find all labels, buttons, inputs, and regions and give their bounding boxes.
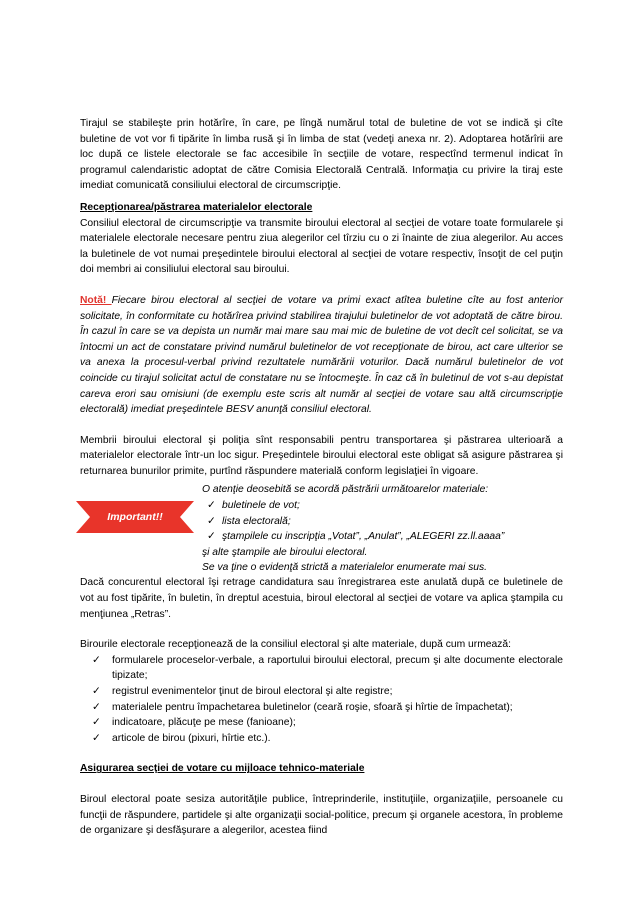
important-item-continuation: şi alte ştampile ale biroului electoral. bbox=[202, 546, 368, 558]
list-item: ✓ indicatoare, plăcuţe pe mese (fanioane); bbox=[80, 715, 563, 731]
important-item: ✓ lista electorală; bbox=[202, 514, 572, 530]
checkmark-icon: ✓ bbox=[92, 732, 101, 744]
important-badge bbox=[76, 501, 194, 533]
important-item: ✓ buletinele de vot; bbox=[202, 498, 572, 514]
checkmark-icon: ✓ bbox=[92, 654, 101, 666]
note-paragraph bbox=[80, 293, 563, 418]
list-item: ✓ materialele pentru împachetarea buletinelor (ceară roşie, sfoară şi hîrtie de împachetat); bbox=[80, 700, 563, 716]
checkmark-icon: ✓ bbox=[207, 500, 216, 512]
checkmark-icon: ✓ bbox=[207, 515, 216, 527]
list-item: ✓ articole de birou (pixuri, hîrtie etc.). bbox=[80, 731, 563, 747]
paragraph-consiliu-transmite: Consiliul electoral de circumscripţie va transmite biroului electoral al secţiei de votare toate formularele şi materialele electorale necesare pentru ziua alegerilor cel tîrziu cu o zi înainte de ziua alegerilor. Au acces la buletinele de vot numai preşedintele biroului electoral al secţiei de votare respectiv, însoţit de cel puţin doi membri ai consiliului electoral sau biroului. bbox=[80, 217, 563, 276]
list-item: ✓ formularele proceselor-verbale, a raportului biroului electoral, precum şi alte documente electorale tipizate; bbox=[92, 654, 563, 682]
paragraph-tiraj: Tirajul se stabileşte prin hotărîre, în care, pe lîngă numărul total de buletine de vot se indică şi cîte buletine de vot vor fi tipărite în limba rusă şi în limba de stat (vedeţi anexa nr. 2). Adoptarea hotărîrii are loc după ce listele electorale se fac accesibile în secţiile de votare, respectînd termenul indicat în programul calendaristic adoptat de către Comisia Electorală Centrală. Informaţia cu privire la tiraj este imediat comunicată consiliului electoral de circumscripţie. bbox=[80, 118, 563, 192]
paragraph-alte-materiale: Birourile electorale recepţionează de la consiliul electoral şi alte materiale, după cum urmează: bbox=[80, 639, 511, 651]
checkmark-icon: ✓ bbox=[92, 701, 101, 713]
important-badge-label: Important!! bbox=[107, 510, 163, 523]
checkmark-icon: ✓ bbox=[92, 717, 101, 729]
document-page bbox=[80, 116, 563, 839]
heading-asigurare: Asigurarea secţiei de votare cu mijloace tehnico-materiale bbox=[80, 763, 365, 775]
paragraph-biroul-sesiza: Biroul electoral poate sesiza autorităţile publice, întreprinderile, instituţiile, organizaţiile, persoanele cu funcţii de răspundere, partidele şi alte organizaţii social-politice, precum şi organele acestora, în probleme de organizare şi desfăşurare a alegerilor, acestea fiind bbox=[80, 794, 563, 837]
paragraph-retras: Dacă concurentul electoral îşi retrage candidatura sau înregistrarea este anulată după ce buletinele de vot au fost tipărite, în buletin, în dreptul acestuia, biroul electoral al secţiei de votare va aplica ştampila cu menţiunea „Retras”. bbox=[80, 577, 563, 620]
note-label: Notă! bbox=[80, 294, 112, 306]
list-item: ✓ registrul evenimentelor ţinut de biroul electoral şi alte registre; bbox=[80, 684, 563, 700]
checkmark-icon: ✓ bbox=[207, 531, 216, 543]
paragraph-membrii-birou: Membrii biroului electoral şi poliţia sînt responsabili pentru transportarea şi păstrarea ulterioară a materialelor electorale într-un loc sigur. Preşedintele biroului electoral este obligat să asigure păstrarea şi returnarea bunurilor primite, purtînd răspundere materială conform legislaţiei în vigoare. bbox=[80, 434, 563, 477]
checkmark-icon: ✓ bbox=[92, 686, 101, 698]
important-outro: Se va ţine o evidenţă strictă a materialelor enumerate mai sus. bbox=[202, 562, 488, 574]
heading-receptionare: Recepţionarea/păstrarea materialelor electorale bbox=[80, 201, 313, 213]
important-item: ✓ ştampilele cu inscripţia „Votat”, „Anulat”, „ALEGERI zz.ll.aaaa” bbox=[202, 529, 572, 545]
important-intro: O atenţie deosebită se acordă păstrării următoarelor materiale: bbox=[202, 484, 489, 496]
important-section bbox=[80, 482, 563, 574]
materials-list bbox=[80, 653, 563, 747]
important-list bbox=[202, 482, 572, 576]
note-text: Fiecare birou electoral al secţiei de votare va primi exact atîtea buletine cîte au fost anterior solicitate, în conformitate cu hotărîrea privind stabilirea tirajului buletinelor de vot adoptată de către birou. În cazul în care se va depista un număr mai mare sau mai mic de buletine de vot decît cel solicitat, se va întocmi un act de constatare privind numărul buletinelor de vot recepţionate de birou, act care ulterior se va anexa la procesul-verbal privind rezultatele numărării voturilor. Dacă numărul buletinelor de vot coincide cu tirajul solicitat actul de constatare nu se întocmeşte. În caz că în buletinul de vot s-au depistat careva erori sau omisiuni (de exemplu este scris alt număr al secţiei de votare sau altă circumscripţie electorală) imediat preşedintele BESV anunţă consiliul electoral. bbox=[80, 294, 564, 416]
